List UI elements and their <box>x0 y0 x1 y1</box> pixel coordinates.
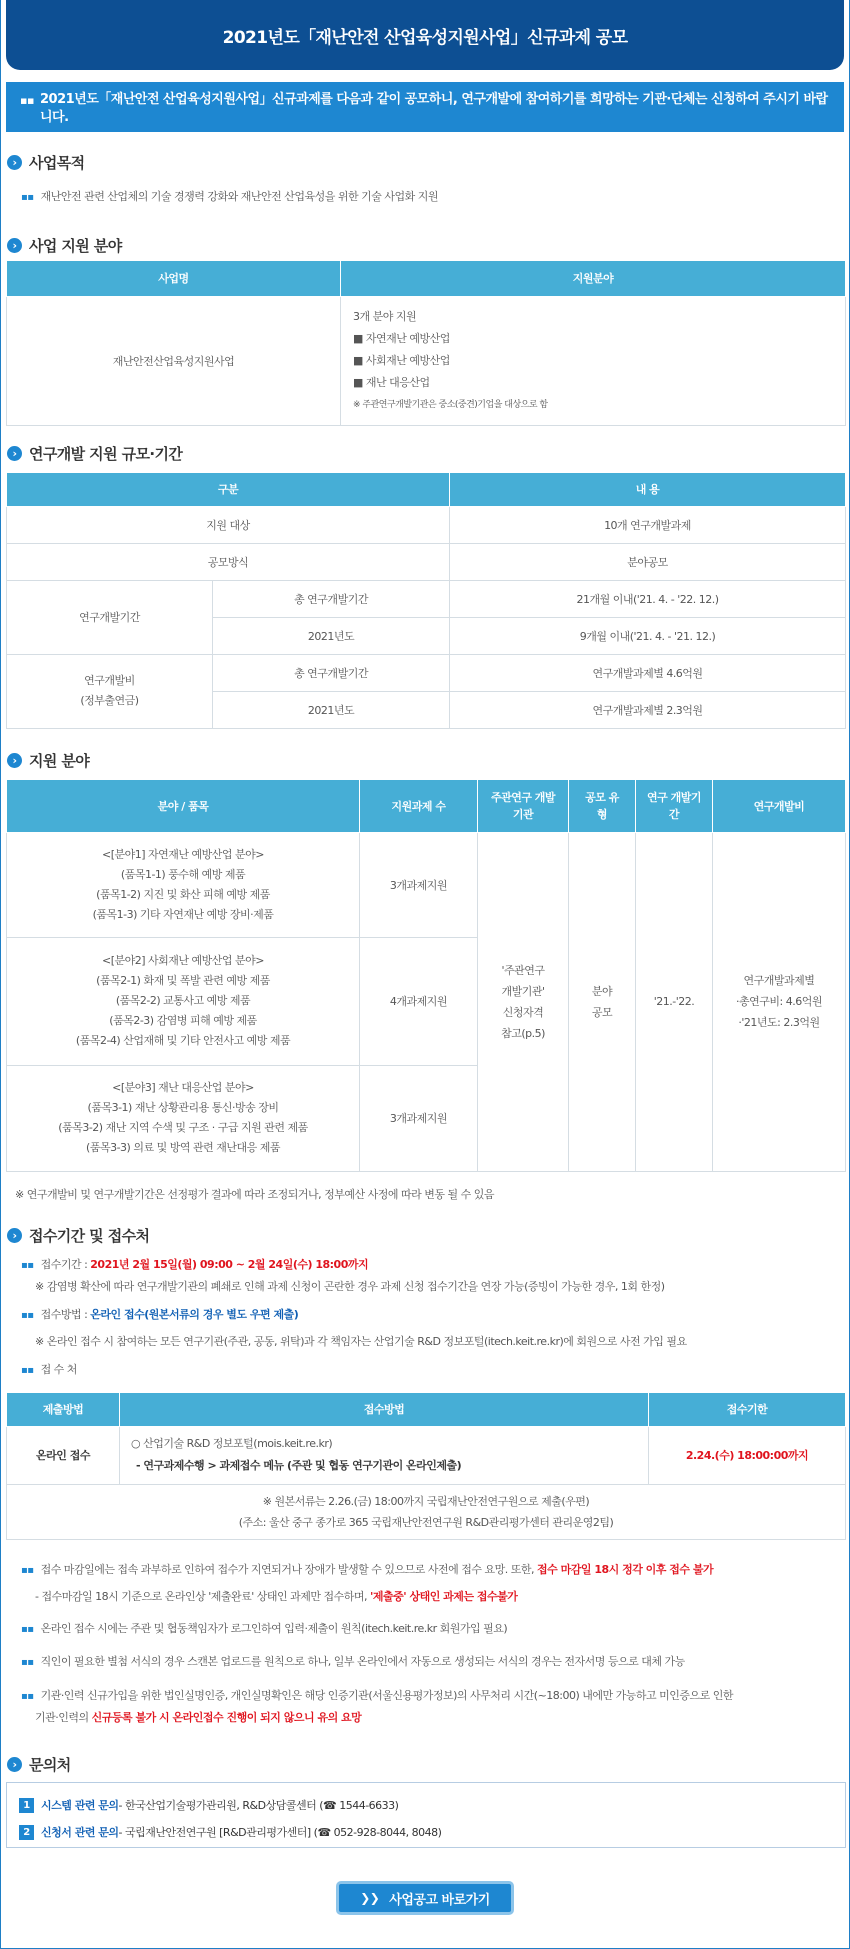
go-announcement-button[interactable] <box>336 1881 514 1915</box>
bullet-icon: ▪▪ <box>20 94 34 107</box>
contact-text: - 국립재난안전연구원 [R&D관리평가센터] (☎ 052-928-8044, 8048) <box>118 1826 442 1839</box>
method-note: ※ 온라인 접수 시 참여하는 모든 연구기관(주관, 공동, 위탁)과 각 책임자는 산업기술 R&D 정보포털(itech.keit.re.kr)에 회원으로 사전 가입 필요 <box>35 1335 687 1348</box>
table-header: 지원과제 수 <box>360 780 478 832</box>
field-line: ■ 재난 대응산업 <box>353 375 430 389</box>
bullet-icon: ▪▪ <box>21 1365 34 1376</box>
bullet-icon: ▪▪ <box>21 1657 34 1668</box>
table-header: 사업명 <box>7 261 341 296</box>
note-text: 온라인 접수 시에는 주관 및 협동책임자가 로그인하여 입력·제출이 원칙(itech.keit.re.kr 회원가입 필요) <box>40 1622 508 1635</box>
type-cell <box>569 832 636 1171</box>
chevron-right-icon: › <box>7 753 22 768</box>
deadline: 2.24.(수) 18:00:00까지 <box>649 1426 846 1484</box>
group-line: (품목1-2) 지진 및 화산 피해 예방 제품 <box>96 887 270 901</box>
cost-line: 연구개발과제별 <box>743 974 815 987</box>
fields-note: ※ 연구개발비 및 연구개발기간은 선정평가 결과에 따라 조정되거나, 정부예산 사정에 따라 변동 될 수 있음 <box>15 1188 494 1201</box>
section-heading-fields <box>7 750 89 771</box>
receipt-table <box>6 1393 846 1540</box>
note-text: 접수 마감일에는 접속 과부하로 인하여 접수가 지연되거나 장애가 발생할 수 있으므로 사전에 접수 요망. 또한, <box>40 1563 538 1576</box>
section-heading-contact <box>7 1754 71 1775</box>
table-cell <box>7 654 213 728</box>
cost-label-sub: (정부출연금) <box>80 694 139 707</box>
contact-number: 2 <box>19 1825 34 1840</box>
group-count: 3개과제지원 <box>360 1065 478 1171</box>
bullet-icon: ▪▪ <box>21 1310 34 1321</box>
period-value: 2021년 2월 15일(월) 09:00 ~ 2월 24일(수) 18:00까지 <box>90 1258 369 1271</box>
group-line: (품목1-1) 풍수해 예방 제품 <box>120 867 246 881</box>
note-emphasis: 신규등록 불가 시 온라인접수 진행이 되지 않으니 유의 요망 <box>91 1711 362 1724</box>
note-text: 기관·인력 신규가입을 위한 법인실명인증, 개인실명확인은 해당 인증기관(서울신용평가정보)의 사무처리 시간(~18:00) 내에만 가능하고 미인증으로 인한 <box>40 1689 734 1702</box>
bullet-icon: ▪▪ <box>21 192 34 203</box>
period-label: 접수기간 : <box>40 1258 91 1271</box>
online-line: - 연구과제수행 > 과제접수 메뉴 (주관 및 협동 연구기관이 온라인제출) <box>136 1459 462 1472</box>
table-cell: 2021년도 <box>213 617 450 654</box>
group-line: (품목3-3) 의료 및 방역 관련 재난대응 제품 <box>86 1141 280 1154</box>
table-header: 접수방법 <box>120 1393 649 1426</box>
field-group <box>7 937 360 1065</box>
group-line: (품목2-4) 산업재해 및 기타 안전사고 예방 제품 <box>75 1034 291 1047</box>
chevron-right-icon: › <box>7 1228 22 1243</box>
receipt-note-4b <box>35 1709 361 1725</box>
table-header: 분야 / 품목 <box>7 780 360 832</box>
contact-label: 시스템 관련 문의 <box>41 1799 119 1812</box>
original-docs <box>7 1484 846 1539</box>
section-title: 사업목적 <box>29 154 85 172</box>
table-header: 공모 유형 <box>569 780 636 832</box>
org-line: '주관연구 <box>501 963 545 977</box>
cost-cell <box>713 832 846 1171</box>
cost-label: 연구개발비 <box>84 674 135 687</box>
chevron-right-icon: › <box>7 155 22 170</box>
group-line: (품목1-3) 기타 자연재난 예방 장비·제품 <box>92 907 274 921</box>
contact-box <box>6 1782 846 1848</box>
note-text: 기관·인력의 <box>35 1711 92 1724</box>
bullet-icon: ▪▪ <box>21 1691 34 1702</box>
section-heading-area <box>7 235 122 256</box>
receipt-note-4 <box>21 1687 733 1703</box>
contact-text: - 한국산업기술평가관리원, R&D상담콜센터 (☎ 1544-6633) <box>118 1799 399 1812</box>
receipt-note-2 <box>21 1620 507 1636</box>
group-count: 3개과제지원 <box>360 832 478 937</box>
button-label: 사업공고 바로가기 <box>389 1892 490 1908</box>
page-title: 2021년도「재난안전 산업육성지원사업」신규과제 공모 <box>6 0 844 70</box>
table-header: 주관연구 개발기관 <box>478 780 569 832</box>
section-title: 접수기간 및 접수처 <box>29 1227 150 1245</box>
method-value: 온라인 접수(원본서류의 경우 별도 우편 제출) <box>90 1308 299 1321</box>
scale-table <box>6 473 846 729</box>
table-header: 연구 개발기간 <box>636 780 713 832</box>
table-header: 내 용 <box>450 473 846 506</box>
online-line: ○ 산업기술 R&D 정보포털(mois.keit.re.kr) <box>131 1437 333 1450</box>
bullet-icon: ▪▪ <box>21 1565 34 1576</box>
group-line: (품목3-2) 재난 지역 수색 및 구조 · 구급 지원 관련 제품 <box>58 1121 308 1134</box>
period-note: ※ 감염병 확산에 따라 연구개발기관의 폐쇄로 인해 과제 신청이 곤란한 경우 과제 신청 접수기간을 연장 가능(증빙이 가능한 경우, 1회 한정) <box>35 1280 665 1293</box>
bullet-icon: ▪▪ <box>21 1260 34 1271</box>
table-cell: 총 연구개발기간 <box>213 580 450 617</box>
table-header: 제출방법 <box>7 1393 120 1426</box>
group-line: (품목3-1) 재난 상황관리용 통신·방송 장비 <box>87 1101 279 1114</box>
group-count: 4개과제지원 <box>360 937 478 1065</box>
section-heading-purpose <box>7 152 85 173</box>
org-cell <box>478 832 569 1171</box>
intro-banner <box>6 82 844 132</box>
group-line: (품목2-3) 감염병 피해 예방 제품 <box>109 1014 257 1027</box>
online-label: 온라인 접수 <box>7 1426 120 1484</box>
table-cell: 연구개발과제별 4.6억원 <box>450 654 846 691</box>
note-text: 직인이 필요한 별첨 서식의 경우 스캔본 업로드를 원칙으로 하나, 일부 온라인에서 자동으로 생성되는 서식의 경우는 전자서명 등으로 대체 가능 <box>40 1655 685 1668</box>
table-cell: 2021년도 <box>213 691 450 728</box>
section-heading-scale <box>7 443 182 464</box>
purpose-line <box>21 188 438 204</box>
section-title: 연구개발 지원 규모·기간 <box>29 445 183 463</box>
table-header: 구분 <box>7 473 450 506</box>
method-label: 접수방법 : <box>40 1308 91 1321</box>
table-header: 연구개발비 <box>713 780 846 832</box>
field-line: 3개 분야 지원 <box>353 309 417 323</box>
type-line: 공모 <box>591 1005 613 1019</box>
org-line: 신청자격 <box>502 1005 544 1019</box>
receipt-period <box>21 1256 368 1272</box>
field-note: ※ 주관연구개발기관은 중소(중견)기업을 대상으로 함 <box>353 399 548 410</box>
receipt-method <box>21 1306 298 1322</box>
field-line: ■ 사회재난 예방산업 <box>353 353 450 367</box>
section-title: 지원 분야 <box>29 752 90 770</box>
group-line: (품목2-1) 화재 및 폭발 관련 예방 제품 <box>96 974 270 987</box>
purpose-text: 재난안전 관련 산업체의 기술 경쟁력 강화와 재난안전 산업육성을 위한 기술 사업화 지원 <box>40 190 439 203</box>
original-line: ※ 원본서류는 2.26.(금) 18:00까지 국립재난안전연구원으로 제출(우편) <box>262 1494 590 1508</box>
table-header: 접수기한 <box>649 1393 846 1426</box>
original-line: (주소: 울산 중구 종가로 365 국립재난안전연구원 R&D관리평가센터 관리운영2팀) <box>238 1515 614 1529</box>
table-cell: 분야공모 <box>450 543 846 580</box>
section-heading-receipt <box>7 1225 149 1246</box>
note-emphasis: 접수 마감일 18시 정각 이후 접수 불가 <box>537 1563 714 1576</box>
table-cell: 10개 연구개발과제 <box>450 506 846 543</box>
chevron-right-icon: › <box>7 1757 22 1772</box>
period-cell: '21.-'22. <box>636 832 713 1171</box>
group-line: <[분야2] 사회재난 예방산업 분야> <box>101 954 265 967</box>
table-cell: 공모방식 <box>7 543 450 580</box>
table-header: 지원분야 <box>341 261 846 296</box>
cost-line: ·'21년도: 2.3억원 <box>738 1016 820 1029</box>
table-cell: 9개월 이내('21. 4. - '21. 12.) <box>450 617 846 654</box>
receipt-note-1 <box>21 1561 713 1577</box>
section-title: 문의처 <box>29 1756 71 1774</box>
note-text: - 접수마감일 18시 기준으로 온라인상 '제출완료' 상태인 과제만 접수하며, <box>35 1590 371 1603</box>
chevron-right-icon: › <box>7 446 22 461</box>
section-title: 사업 지원 분야 <box>29 237 122 255</box>
fields-table <box>6 780 846 1172</box>
receipt-place <box>21 1361 77 1377</box>
table-cell: 총 연구개발기간 <box>213 654 450 691</box>
online-method <box>120 1426 649 1484</box>
org-line: 참고(p.5) <box>501 1026 545 1040</box>
receipt-note-3 <box>21 1653 685 1669</box>
contact-item <box>19 1824 441 1840</box>
table-cell: 21개월 이내('21. 4. - '22. 12.) <box>450 580 846 617</box>
table-cell: 연구개발기간 <box>7 580 213 654</box>
group-line: (품목2-2) 교통사고 예방 제품 <box>115 994 251 1007</box>
area-table <box>6 261 846 426</box>
business-name: 재난안전산업육성지원사업 <box>7 296 341 425</box>
field-group <box>7 1065 360 1171</box>
group-line: <[분야3] 재난 대응산업 분야> <box>112 1081 254 1094</box>
bullet-icon: ▪▪ <box>21 1624 34 1635</box>
type-line: 분야 <box>591 984 613 998</box>
intro-text: 2021년도「재난안전 산업육성지원사업」신규과제를 다음과 같이 공모하니, 연구개발에 참여하기를 희망하는 기관·단체는 신청하여 주시기 바랍니다. <box>40 92 828 125</box>
place-label: 접 수 처 <box>40 1363 77 1376</box>
chevron-right-icon: › <box>7 238 22 253</box>
cost-line: ·총연구비: 4.6억원 <box>736 995 822 1008</box>
field-line: ■ 자연재난 예방산업 <box>353 331 450 345</box>
field-group <box>7 832 360 937</box>
note-emphasis: '제출중' 상태인 과제는 접수불가 <box>370 1590 518 1603</box>
org-line: 개발기관' <box>501 984 545 998</box>
support-fields <box>341 296 846 425</box>
contact-label: 신청서 관련 문의 <box>41 1826 119 1839</box>
double-chevron-right-icon: ❯❯ <box>360 1891 380 1905</box>
contact-number: 1 <box>19 1798 34 1813</box>
table-cell: 연구개발과제별 2.3억원 <box>450 691 846 728</box>
table-cell: 지원 대상 <box>7 506 450 543</box>
contact-item <box>19 1797 398 1813</box>
receipt-note-1b <box>35 1588 517 1604</box>
group-line: <[분야1] 자연재난 예방산업 분야> <box>101 847 265 861</box>
